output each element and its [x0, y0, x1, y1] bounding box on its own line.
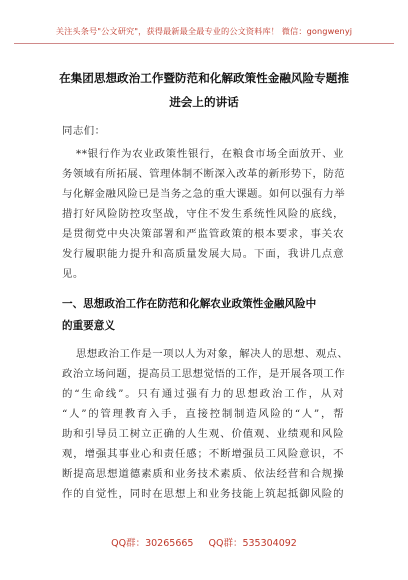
header-divider	[14, 43, 394, 44]
intro-line: 发行履职能力提升和高质量发展大局。下面，我讲几点意	[62, 248, 344, 260]
document-title-line-2: 进会上的讲话	[169, 95, 239, 109]
intro-line: 措打好风险防控攻坚战，守住不发生系统性风险的底线，	[62, 208, 344, 220]
greeting: 同志们：	[62, 125, 106, 137]
body-line: 助和引导员工树立正确的人生观、价值观、业绩观和风险	[62, 428, 344, 440]
footer-qq-group-2: QQ群：535304092	[208, 538, 297, 549]
footer	[0, 535, 408, 549]
body-line: 作的自觉性，同时在思想上和业务技能上筑起抵御风险的	[62, 488, 344, 500]
intro-line: 是贯彻党中央决策部署和严监管政策的根本要求，事关农	[62, 228, 344, 240]
body-line: 思想政治工作是一项以人为对象，解决人的思想、观点、	[76, 348, 349, 360]
header-banner: 关注头条号"公文研究"，获得最新最全最专业的公文资料库！ 微信：gongwenyj	[55, 26, 353, 36]
intro-line: 见。	[62, 268, 84, 280]
section-1-heading: 一、思想政治工作在防范和化解农业政策性金融风险中	[62, 298, 317, 310]
body-line: “人”的管理教育入手，直接控制制造风险的“人”，帮	[62, 408, 344, 420]
section-1-heading: 的重要意义	[62, 320, 115, 332]
document-title-line-1: 在集团思想政治工作暨防范和化解政策性金融风险专题推	[59, 71, 349, 85]
body-line: 观，增强其事业心和责任感；不断增强员工风险意识，不	[62, 448, 344, 460]
intro-line: **银行作为农业政策性银行，在粮食市场全面放开、业	[76, 148, 344, 160]
body-line: 的“生命线”。只有通过强有力的思想政治工作，从对	[62, 388, 344, 400]
footer-qq-group-1: QQ群：30265665	[111, 538, 194, 549]
intro-line: 与化解金融风险已是当务之急的重大课题。如何以强有力举	[62, 188, 346, 200]
body-line: 政治立场问题，提高员工思想觉悟的工作，是开展各项工作	[62, 368, 346, 380]
body-line: 断提高思想道德素质和业务技术素质、依法经营和合规操	[62, 468, 344, 480]
intro-line: 务领域有所拓展、管理体制不断深入改革的新形势下，防范	[62, 168, 346, 180]
